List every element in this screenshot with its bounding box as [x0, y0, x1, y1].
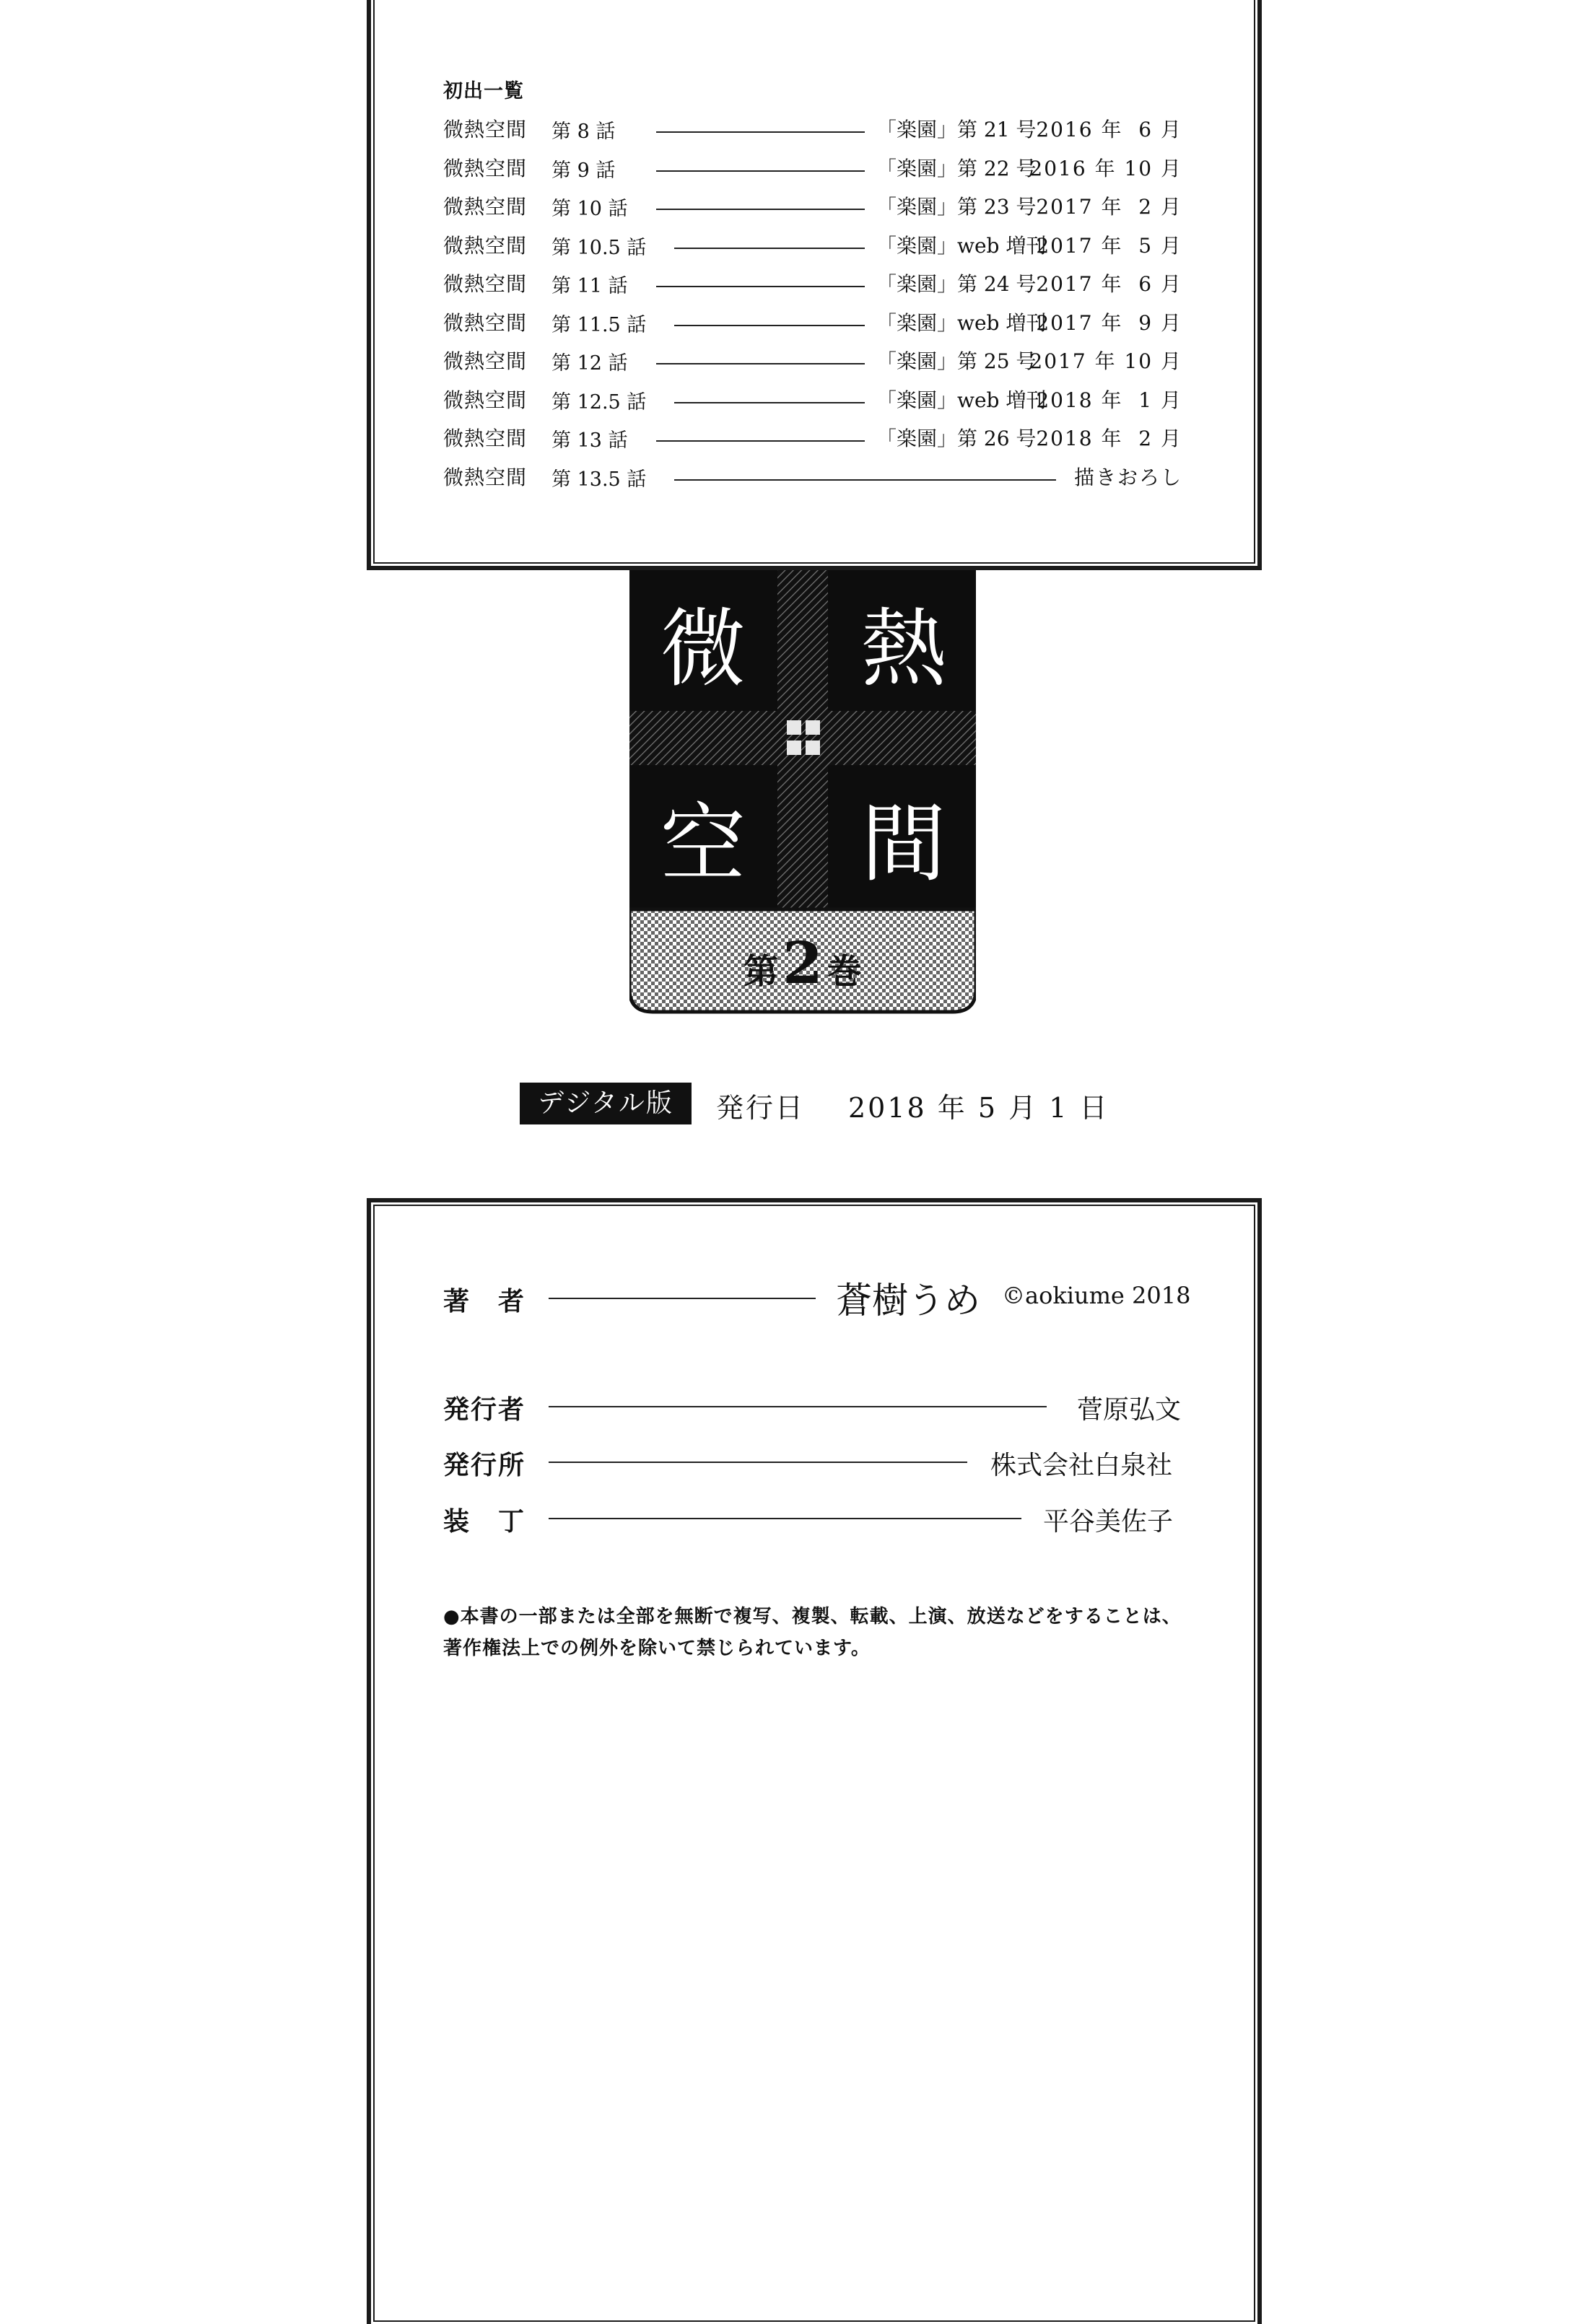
row-date: 2017 年 5 月 — [1036, 233, 1182, 258]
first-appearance-row — [443, 385, 1182, 419]
row-magazine: 「楽園」第 25 号 — [876, 349, 1037, 373]
row-leader-line — [656, 209, 865, 210]
row-chapter: 第 10.5 話 — [551, 236, 647, 259]
first-appearance-row — [443, 191, 1182, 226]
row-series: 微熱空間 — [443, 349, 528, 373]
cover-horizontal-band — [629, 711, 976, 765]
row-leader-line — [674, 248, 865, 249]
designer-name: 平谷美佐子 — [1043, 1507, 1174, 1537]
first-appearance-row — [443, 423, 1182, 458]
row-date: 2016 年 6 月 — [1036, 118, 1182, 141]
row-series: 微熱空間 — [443, 272, 528, 296]
author-leader-line — [549, 1298, 816, 1299]
row-date: 2017 年 2 月 — [1036, 195, 1182, 219]
row-leader-line — [674, 402, 865, 403]
row-chapter: 第 10 話 — [551, 198, 628, 220]
row-leader-line — [656, 363, 865, 364]
row-magazine: 「楽園」web 増刊 — [876, 310, 1047, 335]
row-chapter: 第 9 話 — [551, 159, 616, 182]
row-chapter: 第 13 話 — [551, 429, 628, 452]
row-magazine: 「楽園」web 増刊 — [876, 233, 1047, 258]
publisher-company-name: 株式会社白泉社 — [990, 1451, 1173, 1480]
design-leader-line — [549, 1518, 1021, 1519]
row-date: 2018 年 2 月 — [1036, 427, 1182, 450]
row-series: 微熱空間 — [443, 233, 528, 258]
publisher-company-label: 発行所 — [443, 1451, 526, 1480]
row-series: 微熱空間 — [443, 465, 528, 489]
first-appearance-row — [443, 462, 1182, 497]
volume-number: 2 — [782, 929, 823, 997]
row-chapter: 第 11 話 — [551, 275, 628, 297]
row-leader-line — [674, 325, 865, 326]
first-appearance-row — [443, 153, 1182, 188]
row-original-label: 描きおろし — [1073, 465, 1182, 489]
first-appearance-row — [443, 346, 1182, 380]
row-series: 微熱空間 — [443, 388, 528, 412]
first-appearance-row — [443, 268, 1182, 303]
row-magazine: 「楽園」第 21 号 — [876, 118, 1037, 141]
row-magazine: 「楽園」第 24 号 — [876, 272, 1037, 296]
first-appearance-title: 初出一覧 — [443, 80, 524, 102]
cover-kanji-3: 空 — [660, 794, 746, 894]
row-leader-line — [656, 131, 865, 133]
publisher-person-label: 発行者 — [443, 1395, 526, 1425]
publisher-company-leader-line — [549, 1462, 967, 1463]
row-series: 微熱空間 — [443, 195, 528, 219]
row-leader-line — [656, 286, 865, 287]
row-leader-line — [656, 440, 865, 442]
row-date: 2017 年 6 月 — [1036, 272, 1182, 296]
publisher-person-leader-line — [549, 1406, 1047, 1407]
cover-kanji-1: 微 — [660, 599, 746, 699]
first-appearance-row — [443, 230, 1182, 265]
row-chapter: 第 12 話 — [551, 352, 628, 375]
row-leader-line — [674, 479, 1056, 481]
row-series: 微熱空間 — [443, 118, 528, 141]
row-date: 2017 年 9 月 — [1036, 310, 1182, 335]
first-appearance-row — [443, 114, 1182, 149]
cover-kanji-4: 間 — [860, 794, 947, 894]
row-chapter: 第 11.5 話 — [551, 313, 647, 336]
copyright-notice: ●本書の一部または全部を無断で複写、複製、転載、上演、放送などをすることは、著作権法上での例外を除いて禁じられています。 — [443, 1606, 1182, 1659]
copyright: ©aokiume 2018 — [1002, 1282, 1191, 1309]
publisher-person-name: 菅原弘文 — [1077, 1395, 1182, 1425]
author-label: 著 者 — [443, 1287, 526, 1316]
first-appearance-row — [443, 307, 1182, 342]
row-magazine: 「楽園」web 増刊 — [876, 388, 1047, 412]
row-chapter: 第 13.5 話 — [551, 468, 647, 491]
row-leader-line — [656, 170, 865, 172]
row-chapter: 第 12.5 話 — [551, 390, 647, 414]
row-magazine: 「楽園」第 22 号 — [876, 156, 1037, 180]
design-label: 装 丁 — [443, 1507, 526, 1537]
row-date: 2016 年 10 月 — [1029, 156, 1182, 180]
volume-cover-logo — [629, 570, 976, 1016]
release-date: 2018 年 5 月 1 日 — [848, 1092, 1109, 1124]
row-series: 微熱空間 — [443, 310, 528, 335]
row-series: 微熱空間 — [443, 156, 528, 180]
row-date: 2018 年 1 月 — [1036, 388, 1182, 412]
author-name: 蒼樹うめ — [836, 1280, 980, 1322]
release-label: 発行日 — [716, 1092, 806, 1124]
credits-panel — [367, 1198, 1262, 2324]
row-magazine: 「楽園」第 26 号 — [876, 427, 1037, 450]
row-series: 微熱空間 — [443, 427, 528, 450]
row-magazine: 「楽園」第 23 号 — [876, 195, 1037, 219]
row-date: 2017 年 10 月 — [1029, 349, 1182, 373]
volume-prefix: 第 — [744, 951, 779, 992]
digital-badge: デジタル版 — [520, 1083, 692, 1124]
row-chapter: 第 8 話 — [551, 121, 616, 143]
volume-suffix: 巻 — [827, 951, 862, 992]
cover-kanji-2: 熱 — [860, 599, 947, 699]
